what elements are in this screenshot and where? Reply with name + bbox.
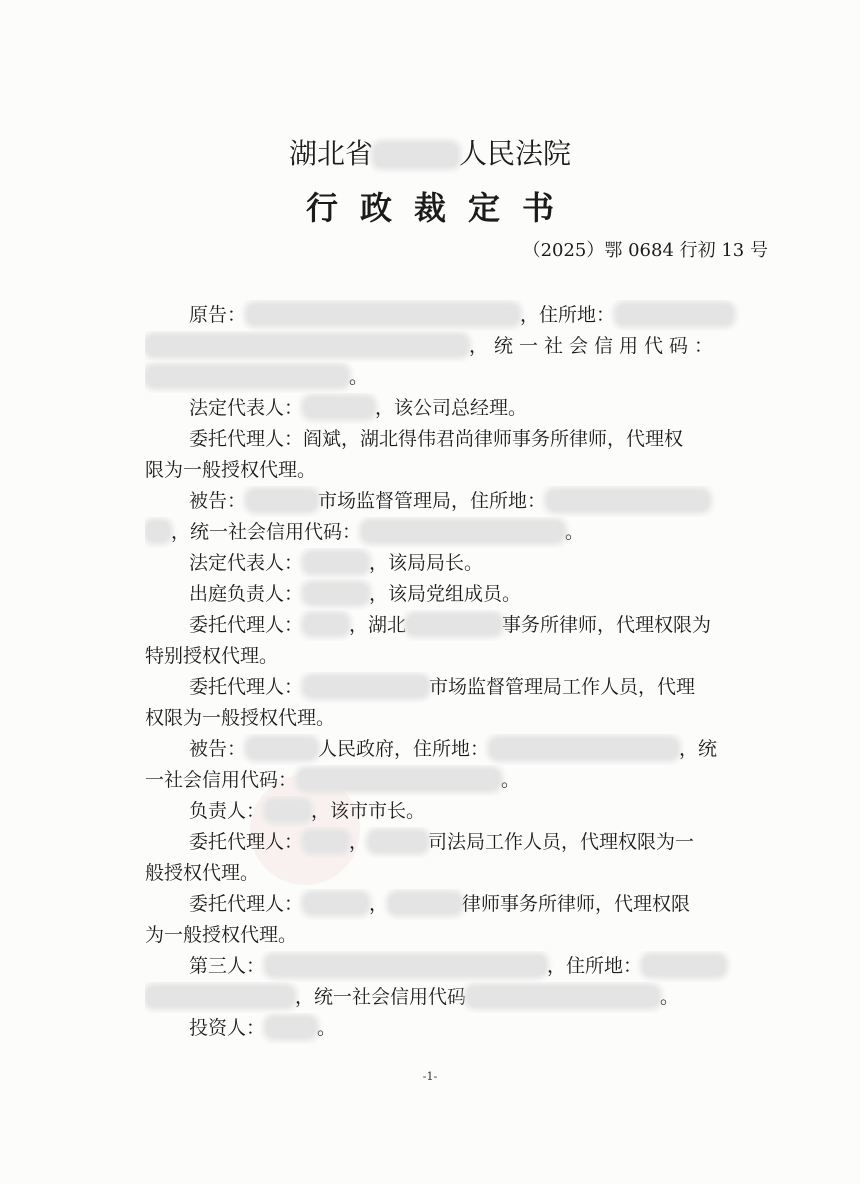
plaintiff-line: 原告： ，住所地： [145,300,769,331]
redacted-text [299,770,499,789]
redacted-text [267,956,545,975]
redacted-text [617,305,732,324]
redacted-text [305,584,367,603]
redacted-text [305,553,367,572]
plaintiff-agent: 限为一般授权代理。 [145,459,317,481]
redacted-text [248,491,316,510]
redacted-text [305,615,347,634]
redacted-text [491,739,677,758]
plaintiff-line: 。 [145,362,769,393]
defendant-2-agent: 委托代理人： ， 司法局工作人员，代理权限为一 [189,831,695,853]
redacted-text [248,305,518,324]
defendant-2-line: 被告： 人民政府，住所地： ，统 [189,738,718,760]
defendant-2-head: 负责人： ，该市市长。 [189,800,426,822]
redacted-text [363,522,563,541]
plaintiff-agent: 委托代理人：阎斌，湖北得伟君尚律师事务所律师，代理权 [189,428,684,450]
redacted-text [267,1018,315,1037]
case-number: （2025）鄂 0684 行初 13 号 [522,240,768,261]
redacted-text [305,832,347,851]
redacted-text [548,491,708,510]
defendant-1-line: ，统一社会信用代码： 。 [145,517,769,548]
redacted-text [408,615,500,634]
document-type-title: 行政裁定书 [305,189,576,227]
redacted-text [147,987,293,1006]
defendant-2-line: 一社会信用代码： 。 [145,769,521,791]
plaintiff-legal-rep: 法定代表人： ，该公司总经理。 [189,397,528,419]
redacted-city [375,144,457,166]
redacted-text [147,367,347,386]
defendant-1-court-rep: 出庭负责人： ，该局党组成员。 [189,583,522,605]
third-party-line: 第三人： ，住所地： [145,951,769,982]
plaintiff-line: ，统一社会信用代码： [145,331,769,362]
redacted-text [305,894,367,913]
defendant-1-agent: 特别授权代理。 [145,645,279,667]
defendant-2-agent: 般授权代理。 [145,862,260,884]
defendant-1-line: 被告： 市场监督管理局，住所地： [145,486,769,517]
third-party-line: ，统一社会信用代码 。 [145,982,769,1013]
redacted-text [305,677,427,696]
redacted-text [370,832,426,851]
defendant-2-agent: 为一般授权代理。 [145,924,298,946]
redacted-text [305,398,373,417]
court-prefix: 湖北省 [288,137,373,170]
defendant-2-agent: 委托代理人： ， 律师事务所律师，代理权限 [189,893,691,915]
redacted-text [390,894,460,913]
redacted-text [147,522,169,541]
defendant-1-legal-rep: 法定代表人： ，该局局长。 [189,552,484,574]
court-suffix: 人民法院 [459,137,572,170]
defendant-1-agent: 委托代理人： ，湖北 事务所律师，代理权限为 [189,614,712,636]
redacted-text [468,987,658,1006]
defendant-1-agent: 委托代理人： 市场监督管理局工作人员，代理 [189,676,696,698]
page-number: -1- [422,1070,438,1083]
redacted-text [644,956,724,975]
redacted-text [147,336,467,355]
court-title [0,136,860,172]
investor-line: 投资人： 。 [189,1017,337,1039]
defendant-1-agent: 权限为一般授权代理。 [145,707,336,729]
redacted-text [267,801,309,820]
redacted-text [248,739,316,758]
party-information [145,300,769,1044]
